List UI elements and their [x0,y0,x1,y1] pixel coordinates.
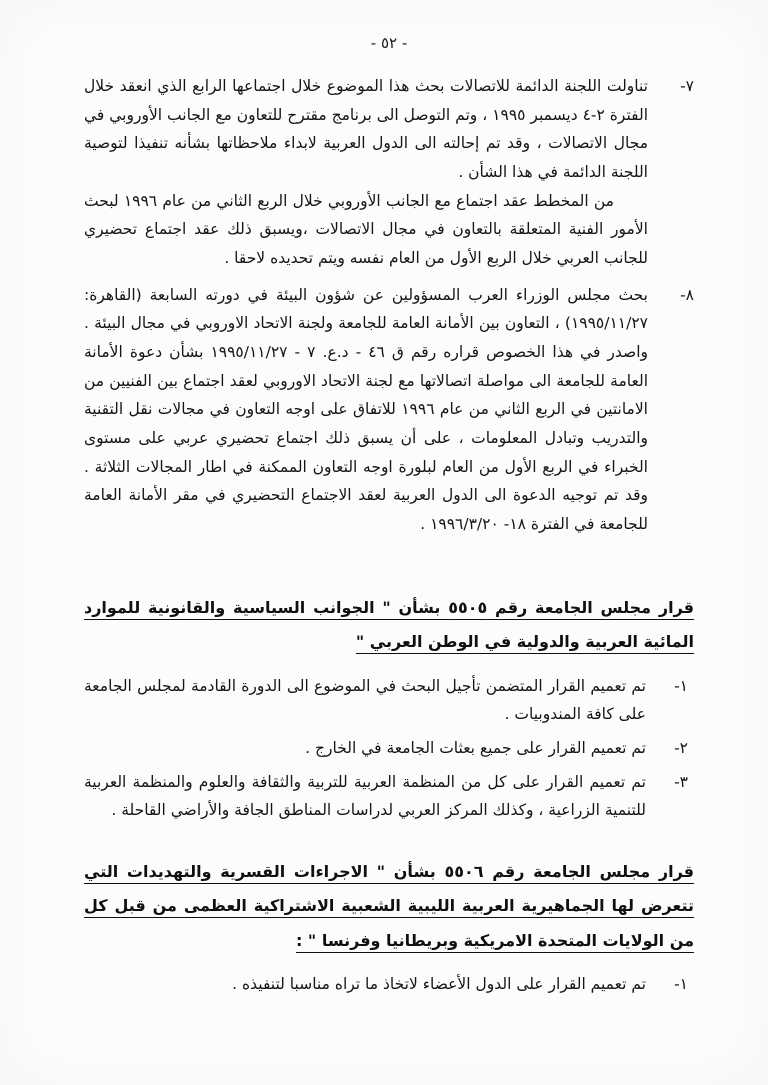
sub-item-number: ٢- [674,738,688,757]
resolution-5505-item-3 [84,768,694,825]
item-number: ٨- [680,285,694,304]
sub-item-text: تم تعميم القرار المتضمن تأجيل البحث في الموضوع الى الدورة القادمة لمجلس الجامعة على كافة المندوبيات . [84,676,646,724]
item-body [84,281,648,539]
sub-item-text: تم تعميم القرار على الدول الأعضاء لاتخاذ ما تراه مناسبا لتنفيذه . [232,975,646,994]
sub-item-text: تم تعميم القرار على كل من المنظمة العربية للتربية والثقافة والعلوم والمنظمة العربية للتنمية الزراعية ، وكذلك المركز العربي لدراسات المناطق الجافة والأراضي القاحلة . [84,772,646,820]
sub-item-number: ١- [674,676,688,695]
page-number: - ٥٢ - [370,34,408,52]
list-item-8 [84,281,694,539]
resolution-5505-heading: قرار مجلس الجامعة رقم ٥٥٠٥ بشأن " الجوانب السياسية والقانونية للموارد المائية العربية والدولية في الوطن العربي " [84,597,694,652]
sub-item-text: تم تعميم القرار على جميع بعثات الجامعة في الخارج . [305,738,646,757]
list-item-7 [84,72,694,273]
item-paragraph: بحث مجلس الوزراء العرب المسؤولين عن شؤون البيئة في دورته السابعة (القاهرة: ١٩٩٥/١١/٢٧) ، التعاون بين الأمانة العامة للجامعة ولجنة الاتحاد الاوروبي في مجال البيئة . واصدر في هذا الخصوص قراره رقم ق ٤٦ - د.ع. ٧ - ١٩٩٥/١١/٢٧ بشأن دعوة الأمانة العامة للجامعة الى مواصلة اتصالاتها مع لجنة الاتحاد الاوروبي لعقد اجتماع بين الفنيين من الامانتين في الربع الثاني من عام ١٩٩٦ للاتفاق على اوجه التعاون في مجالات نقل التقنية والتدريب وتبادل المعلومات ، على أن يسبق ذلك اجتماع تحضيري عربي على مستوى الخبراء في الربع الأول من العام لبلورة اوجه التعاون الممكنة في اطار المجالات الثلاثة . وقد تم توجيه الدعوة الى الدول العربية لعقد الاجتماع التحضيري في مقر الأمانة العامة للجامعة في الفترة ١٨- ١٩٩٦/٣/٢٠ . [84,285,648,534]
item-body [84,72,648,273]
resolution-5505-item-2 [84,734,694,763]
spacer [84,547,694,561]
sub-item-number: ١- [674,975,688,994]
resolution-5506-heading: قرار مجلس الجامعة رقم ٥٥٠٦ بشأن " الاجراءات القسرية والتهديدات التي تتعرض لها الجماهيرية العربية الليبية الشعبية الاشتراكية العظمى من قبل كل من الولايات المتحدة الامريكية وبريطانيا وفرنسا " : [84,861,694,950]
item-paragraph: من المخطط عقد اجتماع مع الجانب الأوروبي خلال الربع الثاني من عام ١٩٩٦ لبحث الأمور الفنية المتعلقة بالتعاون في مجال الاتصالات ،ويسبق ذلك عقد اجتماع تحضيري للجانب العربي خلال الربع الأول من العام نفسه ويتم تحديده لاحقا . [84,191,648,268]
resolution-5505-item-1 [84,672,694,729]
item-number: ٧- [680,77,694,95]
sub-item-number: ٣- [674,772,688,791]
resolution-5506-item-1 [84,970,694,999]
item-paragraph: تناولت اللجنة الدائمة للاتصالات بحث هذا الموضوع خلال اجتماعها الرابع الذي انعقد خلال الفترة ٢-٤ ديسمبر ١٩٩٥ ، وتم التوصل الى برنامج مقترح للتعاون مع الجانب الأوروبي في مجال الاتصالات ، وقد تم إحالته الى الدول العربية لابداء ملاحظاتها بشأنه تنفيذا لتوصية اللجنة الدائمة في هذا الشأن . [84,77,648,182]
